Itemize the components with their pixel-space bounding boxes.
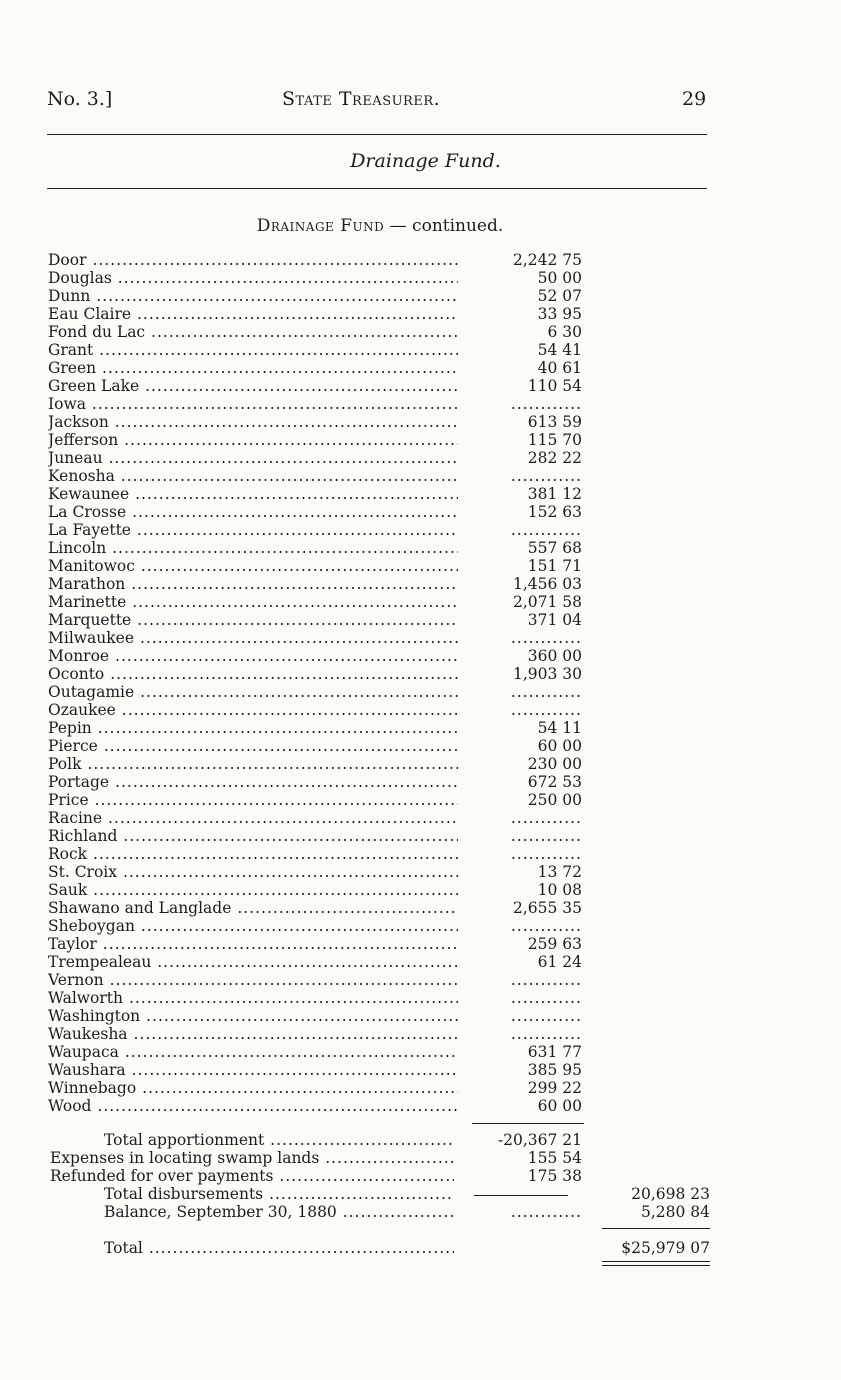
county-name: Juneau ..... [48, 449, 458, 467]
county-amount: 151 71 [527, 557, 582, 575]
county-name: Fond du Lac ..... [48, 323, 458, 341]
table-row [0, 737, 841, 755]
county-amount: 60 00 [537, 737, 582, 755]
county-name: Lincoln ..... [48, 539, 458, 557]
table-row [0, 881, 841, 899]
county-name: Jackson ..... [48, 413, 458, 431]
header-rule [47, 134, 707, 135]
county-name: Wood ..... [48, 1097, 458, 1115]
county-amount: 2,071 58 [512, 593, 582, 611]
balance-value: 5,280 84 [640, 1203, 710, 1221]
county-amount: ............ [510, 827, 582, 845]
expenses-row [0, 1149, 841, 1167]
table-title [0, 216, 760, 236]
county-amount: 1,456 03 [512, 575, 582, 593]
county-amount: 1,903 30 [512, 665, 582, 683]
total-apportionment-label: Total apportionment ..... [104, 1131, 454, 1149]
total-apportionment-value: -20,367 21 [497, 1131, 582, 1149]
county-name: Waupaca ..... [48, 1043, 458, 1061]
county-amount: ............ [510, 989, 582, 1007]
sum-rule [472, 1123, 584, 1124]
county-name: La Crosse ..... [48, 503, 458, 521]
table-row [0, 701, 841, 719]
balance-row [0, 1203, 841, 1221]
table-row [0, 773, 841, 791]
county-amount: 371 04 [527, 611, 582, 629]
county-amount: 259 63 [527, 935, 582, 953]
county-amount: ............ [510, 845, 582, 863]
county-name: Trempealeau ..... [48, 953, 458, 971]
county-table [0, 251, 841, 1115]
county-amount: ............ [510, 809, 582, 827]
county-name: Shawano and Langlade ..... [48, 899, 458, 917]
county-name: Taylor ..... [48, 935, 458, 953]
table-row [0, 611, 841, 629]
county-amount: 230 00 [527, 755, 582, 773]
disbursements-label: Total disbursements ..... [104, 1185, 454, 1203]
county-amount: 631 77 [527, 1043, 582, 1061]
table-title-caps: Drainage Fund [256, 216, 385, 236]
expenses-value: 155 54 [527, 1149, 582, 1167]
county-name: Sauk ..... [48, 881, 458, 899]
grand-total-row [0, 1239, 841, 1257]
county-name: Manitowoc ..... [48, 557, 458, 575]
county-amount: 60 00 [537, 1097, 582, 1115]
table-row [0, 665, 841, 683]
table-row [0, 449, 841, 467]
county-amount: ............ [510, 1007, 582, 1025]
county-amount: 10 08 [537, 881, 582, 899]
table-row [0, 323, 841, 341]
table-row [0, 863, 841, 881]
table-row [0, 953, 841, 971]
refunded-value: 175 38 [527, 1167, 582, 1185]
county-name: Green ..... [48, 359, 458, 377]
county-name: Ozaukee ..... [48, 701, 458, 719]
county-amount: 54 41 [537, 341, 582, 359]
county-name: Sheboygan ..... [48, 917, 458, 935]
table-row [0, 1079, 841, 1097]
county-name: Green Lake ..... [48, 377, 458, 395]
county-name: Milwaukee ..... [48, 629, 458, 647]
table-row [0, 557, 841, 575]
county-amount: 2,655 35 [512, 899, 582, 917]
table-row [0, 431, 841, 449]
table-row [0, 935, 841, 953]
section-subtitle: Drainage Fund. [350, 150, 501, 172]
table-row [0, 305, 841, 323]
county-amount: ............ [510, 629, 582, 647]
county-name: Waushara ..... [48, 1061, 458, 1079]
county-name: Kewaunee ..... [48, 485, 458, 503]
refunded-label: Refunded for over payments ..... [50, 1167, 454, 1185]
disbursements-value: 20,698 23 [631, 1185, 710, 1203]
table-row [0, 989, 841, 1007]
table-row [0, 755, 841, 773]
table-row [0, 539, 841, 557]
table-row [0, 413, 841, 431]
county-amount: 40 61 [537, 359, 582, 377]
table-row [0, 1061, 841, 1079]
county-name: Pierce ..... [48, 737, 458, 755]
refunded-row [0, 1167, 841, 1185]
table-row [0, 341, 841, 359]
county-amount: 13 72 [537, 863, 582, 881]
table-row [0, 575, 841, 593]
county-amount: 6 30 [547, 323, 582, 341]
balance-label: Balance, September 30, 1880 ..... [104, 1203, 454, 1221]
county-name: Dunn ..... [48, 287, 458, 305]
county-name: Douglas ..... [48, 269, 458, 287]
subtitle-rule [47, 188, 707, 189]
county-name: Jefferson ..... [48, 431, 458, 449]
grand-total-rule [602, 1228, 710, 1229]
county-name: Grant ..... [48, 341, 458, 359]
county-amount: 2,242 75 [512, 251, 582, 269]
county-amount: 52 07 [537, 287, 582, 305]
table-row [0, 1007, 841, 1025]
table-row [0, 521, 841, 539]
county-name: Kenosha ..... [48, 467, 458, 485]
county-name: Door ..... [48, 251, 458, 269]
county-name: Polk ..... [48, 755, 458, 773]
table-row [0, 629, 841, 647]
disbursements-rule [474, 1195, 568, 1196]
county-name: Waukesha ..... [48, 1025, 458, 1043]
grand-total-value: $25,979 07 [621, 1239, 710, 1257]
table-row [0, 395, 841, 413]
county-amount: ............ [510, 701, 582, 719]
table-row [0, 1043, 841, 1061]
county-name: Monroe ..... [48, 647, 458, 665]
county-name: Pepin ..... [48, 719, 458, 737]
county-amount: 299 22 [527, 1079, 582, 1097]
table-row [0, 287, 841, 305]
table-row [0, 809, 841, 827]
county-name: Marquette ..... [48, 611, 458, 629]
grand-total-label: Total ..... [104, 1239, 454, 1257]
table-row [0, 683, 841, 701]
total-apportionment-row [0, 1131, 841, 1149]
county-amount: 282 22 [527, 449, 582, 467]
county-amount: 672 53 [527, 773, 582, 791]
county-name: Marinette ..... [48, 593, 458, 611]
county-amount: ............ [510, 917, 582, 935]
county-name: Richland ..... [48, 827, 458, 845]
county-name: Walworth ..... [48, 989, 458, 1007]
county-amount: 381 12 [527, 485, 582, 503]
county-amount: 50 00 [537, 269, 582, 287]
table-row [0, 1097, 841, 1115]
county-amount: ............ [510, 467, 582, 485]
county-amount: 613 59 [527, 413, 582, 431]
county-amount: 557 68 [527, 539, 582, 557]
double-rule-top [602, 1261, 710, 1262]
county-name: Portage ..... [48, 773, 458, 791]
table-row [0, 719, 841, 737]
county-amount: 250 00 [527, 791, 582, 809]
county-amount: ............ [510, 971, 582, 989]
county-name: Outagamie ..... [48, 683, 458, 701]
county-name: Marathon ..... [48, 575, 458, 593]
county-name: Oconto ..... [48, 665, 458, 683]
county-name: Washington ..... [48, 1007, 458, 1025]
table-row [0, 899, 841, 917]
table-row [0, 791, 841, 809]
table-row [0, 503, 841, 521]
table-title-rest: — continued. [384, 216, 504, 236]
double-rule-bottom [602, 1265, 710, 1266]
county-amount: 385 95 [527, 1061, 582, 1079]
county-amount: ............ [510, 683, 582, 701]
county-amount: 152 63 [527, 503, 582, 521]
county-amount: 61 24 [537, 953, 582, 971]
table-row [0, 1025, 841, 1043]
table-row [0, 845, 841, 863]
county-amount: ............ [510, 1025, 582, 1043]
table-row [0, 971, 841, 989]
table-row [0, 377, 841, 395]
table-row [0, 467, 841, 485]
disbursements-row [0, 1185, 841, 1203]
county-name: Price ..... [48, 791, 458, 809]
balance-placeholder: ............ [510, 1203, 582, 1221]
header-title: State Treasurer. [282, 88, 441, 110]
county-amount: 360 00 [527, 647, 582, 665]
header-number: No. 3.] [47, 88, 113, 110]
table-row [0, 251, 841, 269]
county-name: Rock ..... [48, 845, 458, 863]
table-row [0, 647, 841, 665]
county-name: St. Croix ..... [48, 863, 458, 881]
table-row [0, 359, 841, 377]
table-row [0, 485, 841, 503]
county-name: Eau Claire ..... [48, 305, 458, 323]
table-row [0, 827, 841, 845]
table-row [0, 917, 841, 935]
county-amount: 33 95 [537, 305, 582, 323]
county-name: Racine ..... [48, 809, 458, 827]
table-row [0, 593, 841, 611]
county-amount: 110 54 [527, 377, 582, 395]
page-number: 29 [682, 88, 707, 110]
county-amount: 54 11 [537, 719, 582, 737]
county-amount: 115 70 [527, 431, 582, 449]
county-amount: ............ [510, 521, 582, 539]
expenses-label: Expenses in locating swamp lands ..... [50, 1149, 454, 1167]
county-amount: ............ [510, 395, 582, 413]
county-name: Iowa ..... [48, 395, 458, 413]
county-name: Winnebago ..... [48, 1079, 458, 1097]
county-name: Vernon ..... [48, 971, 458, 989]
county-name: La Fayette ..... [48, 521, 458, 539]
table-row [0, 269, 841, 287]
